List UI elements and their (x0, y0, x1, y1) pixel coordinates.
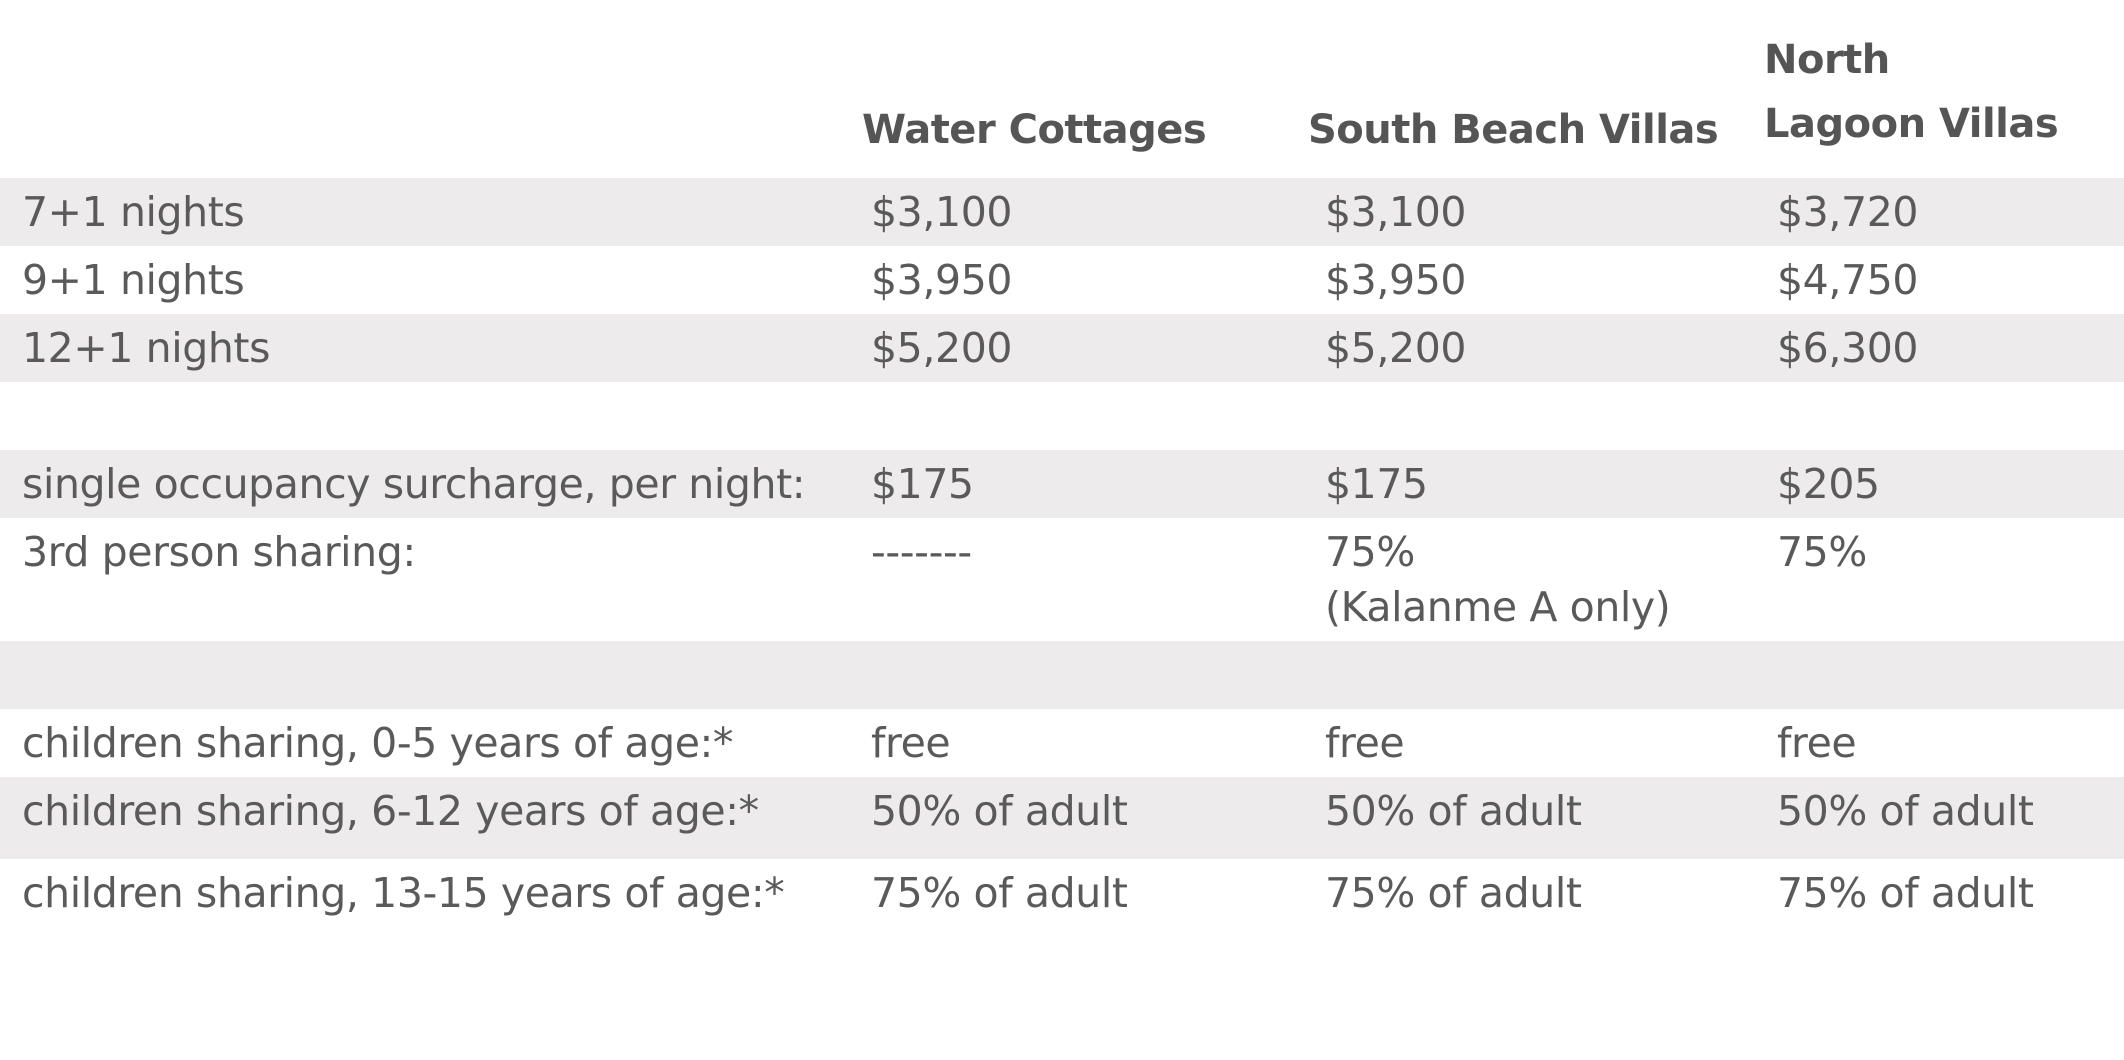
table-row (0, 178, 2124, 246)
price-cell: $3,720 (1777, 188, 1919, 236)
value-cell: free (1777, 719, 1857, 767)
table-row (0, 246, 2124, 314)
table-row (0, 450, 2124, 518)
table-row (0, 777, 2124, 859)
value-cell: 75% (1777, 528, 1867, 576)
row-label: children sharing, 13-15 years of age:* (22, 869, 785, 917)
value-cell: 75% of adult (1777, 869, 2034, 917)
row-label: children sharing, 0-5 years of age:* (22, 719, 734, 767)
price-cell: $5,200 (1325, 324, 1467, 372)
price-cell: $3,100 (1325, 188, 1467, 236)
value-cell: ------- (871, 528, 972, 576)
price-cell: $5,200 (871, 324, 1013, 372)
price-cell: $3,100 (871, 188, 1013, 236)
column-header-south-beach-villas: South Beach Villas (1308, 107, 1719, 153)
table-row (0, 709, 2124, 777)
row-label: 7+1 nights (22, 188, 245, 236)
value-cell: free (1325, 719, 1405, 767)
row-label: single occupancy surcharge, per night: (22, 460, 806, 508)
spacer-row (0, 641, 2124, 709)
value-cell: free (871, 719, 951, 767)
value-cell: 50% of adult (1777, 787, 2034, 835)
column-header-north-lagoon-villas: North Lagoon Villas (1764, 37, 2059, 147)
row-label: 9+1 nights (22, 256, 245, 304)
price-cell: $175 (1325, 460, 1428, 508)
price-cell: $3,950 (1325, 256, 1467, 304)
price-cell: $6,300 (1777, 324, 1919, 372)
price-cell: $4,750 (1777, 256, 1919, 304)
column-header-water-cottages: Water Cottages (862, 107, 1207, 153)
value-note: (Kalanme A only) (1325, 583, 1671, 631)
price-cell: $175 (871, 460, 974, 508)
table-header (0, 0, 2124, 178)
value-cell: 50% of adult (1325, 787, 1582, 835)
table-row (0, 314, 2124, 382)
value-cell: 50% of adult (871, 787, 1128, 835)
price-cell: $205 (1777, 460, 1880, 508)
value-cell (1325, 525, 1670, 635)
value-cell: 75% of adult (871, 869, 1128, 917)
table-row (0, 518, 2124, 641)
value-cell: 75% of adult (1325, 869, 1582, 917)
table-row (0, 859, 2124, 941)
row-label: 12+1 nights (22, 324, 271, 372)
row-label: 3rd person sharing: (22, 528, 416, 576)
spacer-row (0, 382, 2124, 450)
price-cell: $3,950 (871, 256, 1013, 304)
value-main: 75% (1325, 528, 1415, 576)
row-label: children sharing, 6-12 years of age:* (22, 787, 759, 835)
